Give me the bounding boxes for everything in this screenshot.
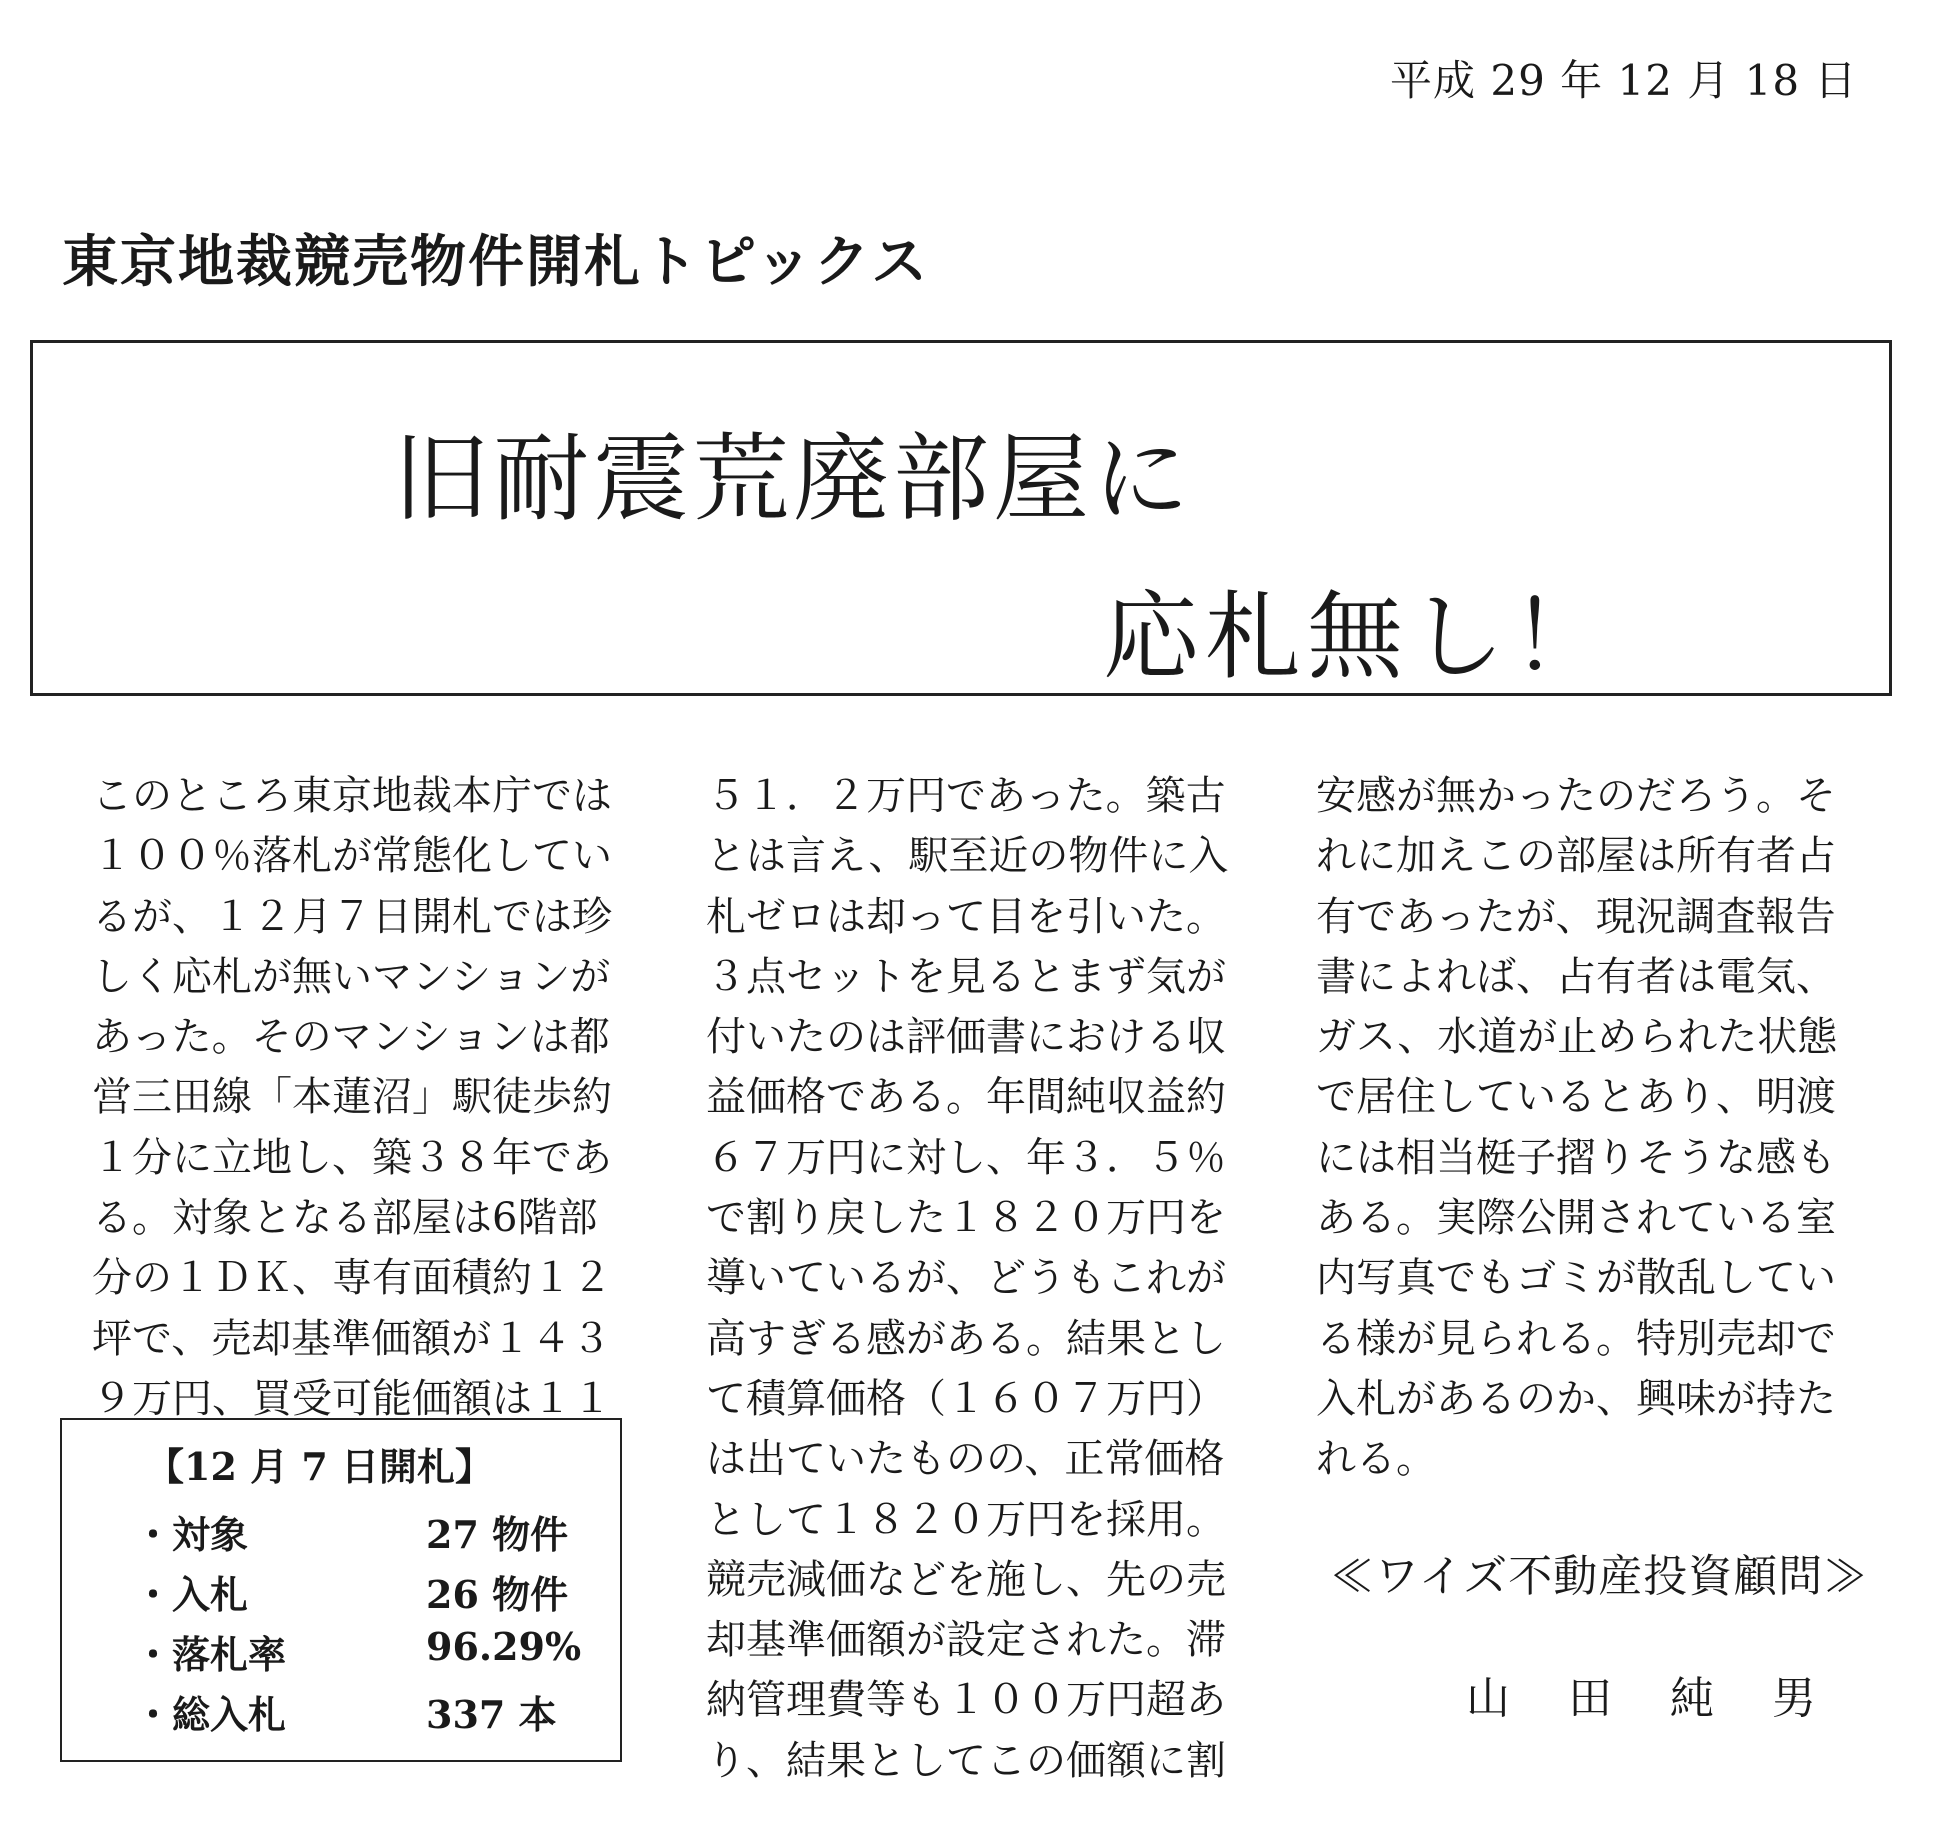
column-line: ９万円、買受可能価額は１１ — [92, 1375, 612, 1422]
column-line: ３点セットを見るとまず気が — [706, 953, 1226, 1000]
column-line: ガス、水道が止められた状態 — [1316, 1014, 1838, 1061]
column-line: るが、１２月７日開札では珍 — [92, 893, 612, 940]
column-line: しく応札が無いマンションが — [92, 953, 611, 1000]
column-line: １００％落札が常態化してい — [92, 833, 612, 880]
column-line: 競売減価などを施し、先の売 — [706, 1556, 1226, 1603]
column-line: 益価格である。年間純収益約 — [706, 1074, 1226, 1121]
column-line: 却基準価額が設定された。滞 — [706, 1617, 1226, 1664]
column-line: １分に立地し、築３８年であ — [92, 1134, 612, 1181]
article-column-2 — [706, 766, 1229, 1791]
column-line: とは言え、駅至近の物件に入 — [706, 833, 1229, 880]
company-name: ≪ワイズ不動産投資顧問≫ — [1330, 1551, 1869, 1602]
column-line: ６７万円に対し、年３．５％ — [706, 1134, 1226, 1181]
topic-title: 東京地裁競売物件開札トピックス — [62, 230, 930, 295]
summary-value: 27 物件 — [426, 1512, 569, 1557]
column-line: れる。 — [1316, 1436, 1436, 1483]
summary-value: 26 物件 — [426, 1572, 569, 1617]
column-line: 坪で、売却基準価額が１４３ — [92, 1315, 612, 1362]
column-line: 付いたのは評価書における収 — [706, 1014, 1226, 1061]
column-line: 書によれば、占有者は電気、 — [1316, 953, 1836, 1000]
headline-line-1: 旧耐震荒廃部屋に — [393, 423, 1193, 535]
column-line: には相当梃子摺りそうな感も — [1316, 1134, 1836, 1181]
column-line: 札ゼロは却って目を引いた。 — [706, 893, 1226, 940]
column-line: 導いているが、どうもこれが — [706, 1255, 1226, 1302]
auction-summary-box — [60, 1418, 622, 1762]
column-line: 有であったが、現況調査報告 — [1316, 893, 1836, 940]
column-line: このところ東京地裁本庁では — [92, 773, 612, 819]
author-name: 山 田 純 男 — [1466, 1673, 1838, 1724]
article-column-1 — [92, 766, 612, 1429]
summary-value: 337 本 — [426, 1692, 557, 1737]
summary-label: ・総入札 — [134, 1692, 287, 1737]
summary-title: 【12 月 7 日開札】 — [146, 1444, 494, 1489]
column-line: 分の１ＤＫ、専有面積約１２ — [92, 1255, 612, 1302]
summary-label: ・入札 — [134, 1572, 249, 1617]
headline-line-2: 応札無し！ — [1103, 581, 1613, 693]
headline-box — [30, 340, 1892, 696]
column-line: 内写真でもゴミが散乱してい — [1316, 1255, 1836, 1302]
column-line: る。対象となる部屋は6階部 — [92, 1195, 598, 1242]
column-line: は出ていたものの、正常価格 — [706, 1436, 1225, 1483]
column-line: ５１．２万円であった。築古 — [706, 773, 1226, 819]
summary-label: ・対象 — [134, 1512, 249, 1557]
column-line: ある。実際公開されている室 — [1316, 1195, 1836, 1242]
column-line: あった。そのマンションは都 — [92, 1014, 610, 1061]
column-line: で居住しているとあり、明渡 — [1316, 1074, 1836, 1121]
column-line: 安感が無かったのだろう。そ — [1316, 773, 1836, 819]
column-line: る様が見られる。特別売却で — [1316, 1315, 1836, 1362]
column-line: として１８２０万円を採用。 — [706, 1496, 1226, 1543]
column-line: 高すぎる感がある。結果とし — [706, 1315, 1226, 1362]
column-line: り、結果としてこの価額に割 — [706, 1737, 1226, 1784]
column-line: 営三田線「本蓮沼」駅徒歩約 — [92, 1074, 612, 1121]
article-column-3 — [1316, 766, 1836, 1490]
summary-value: 96.29% — [426, 1624, 582, 1669]
document-date: 平成 29 年 12 月 18 日 — [1390, 56, 1858, 105]
column-line: 入札があるのか、興味が持た — [1316, 1375, 1836, 1422]
column-line: で割り戻した１８２０万円を — [706, 1195, 1226, 1242]
summary-label: ・落札率 — [134, 1632, 287, 1677]
column-line: 納管理費等も１００万円超あ — [706, 1677, 1226, 1724]
column-line: て積算価格（１６０７万円） — [706, 1375, 1226, 1422]
column-line: れに加えこの部屋は所有者占 — [1316, 833, 1836, 880]
